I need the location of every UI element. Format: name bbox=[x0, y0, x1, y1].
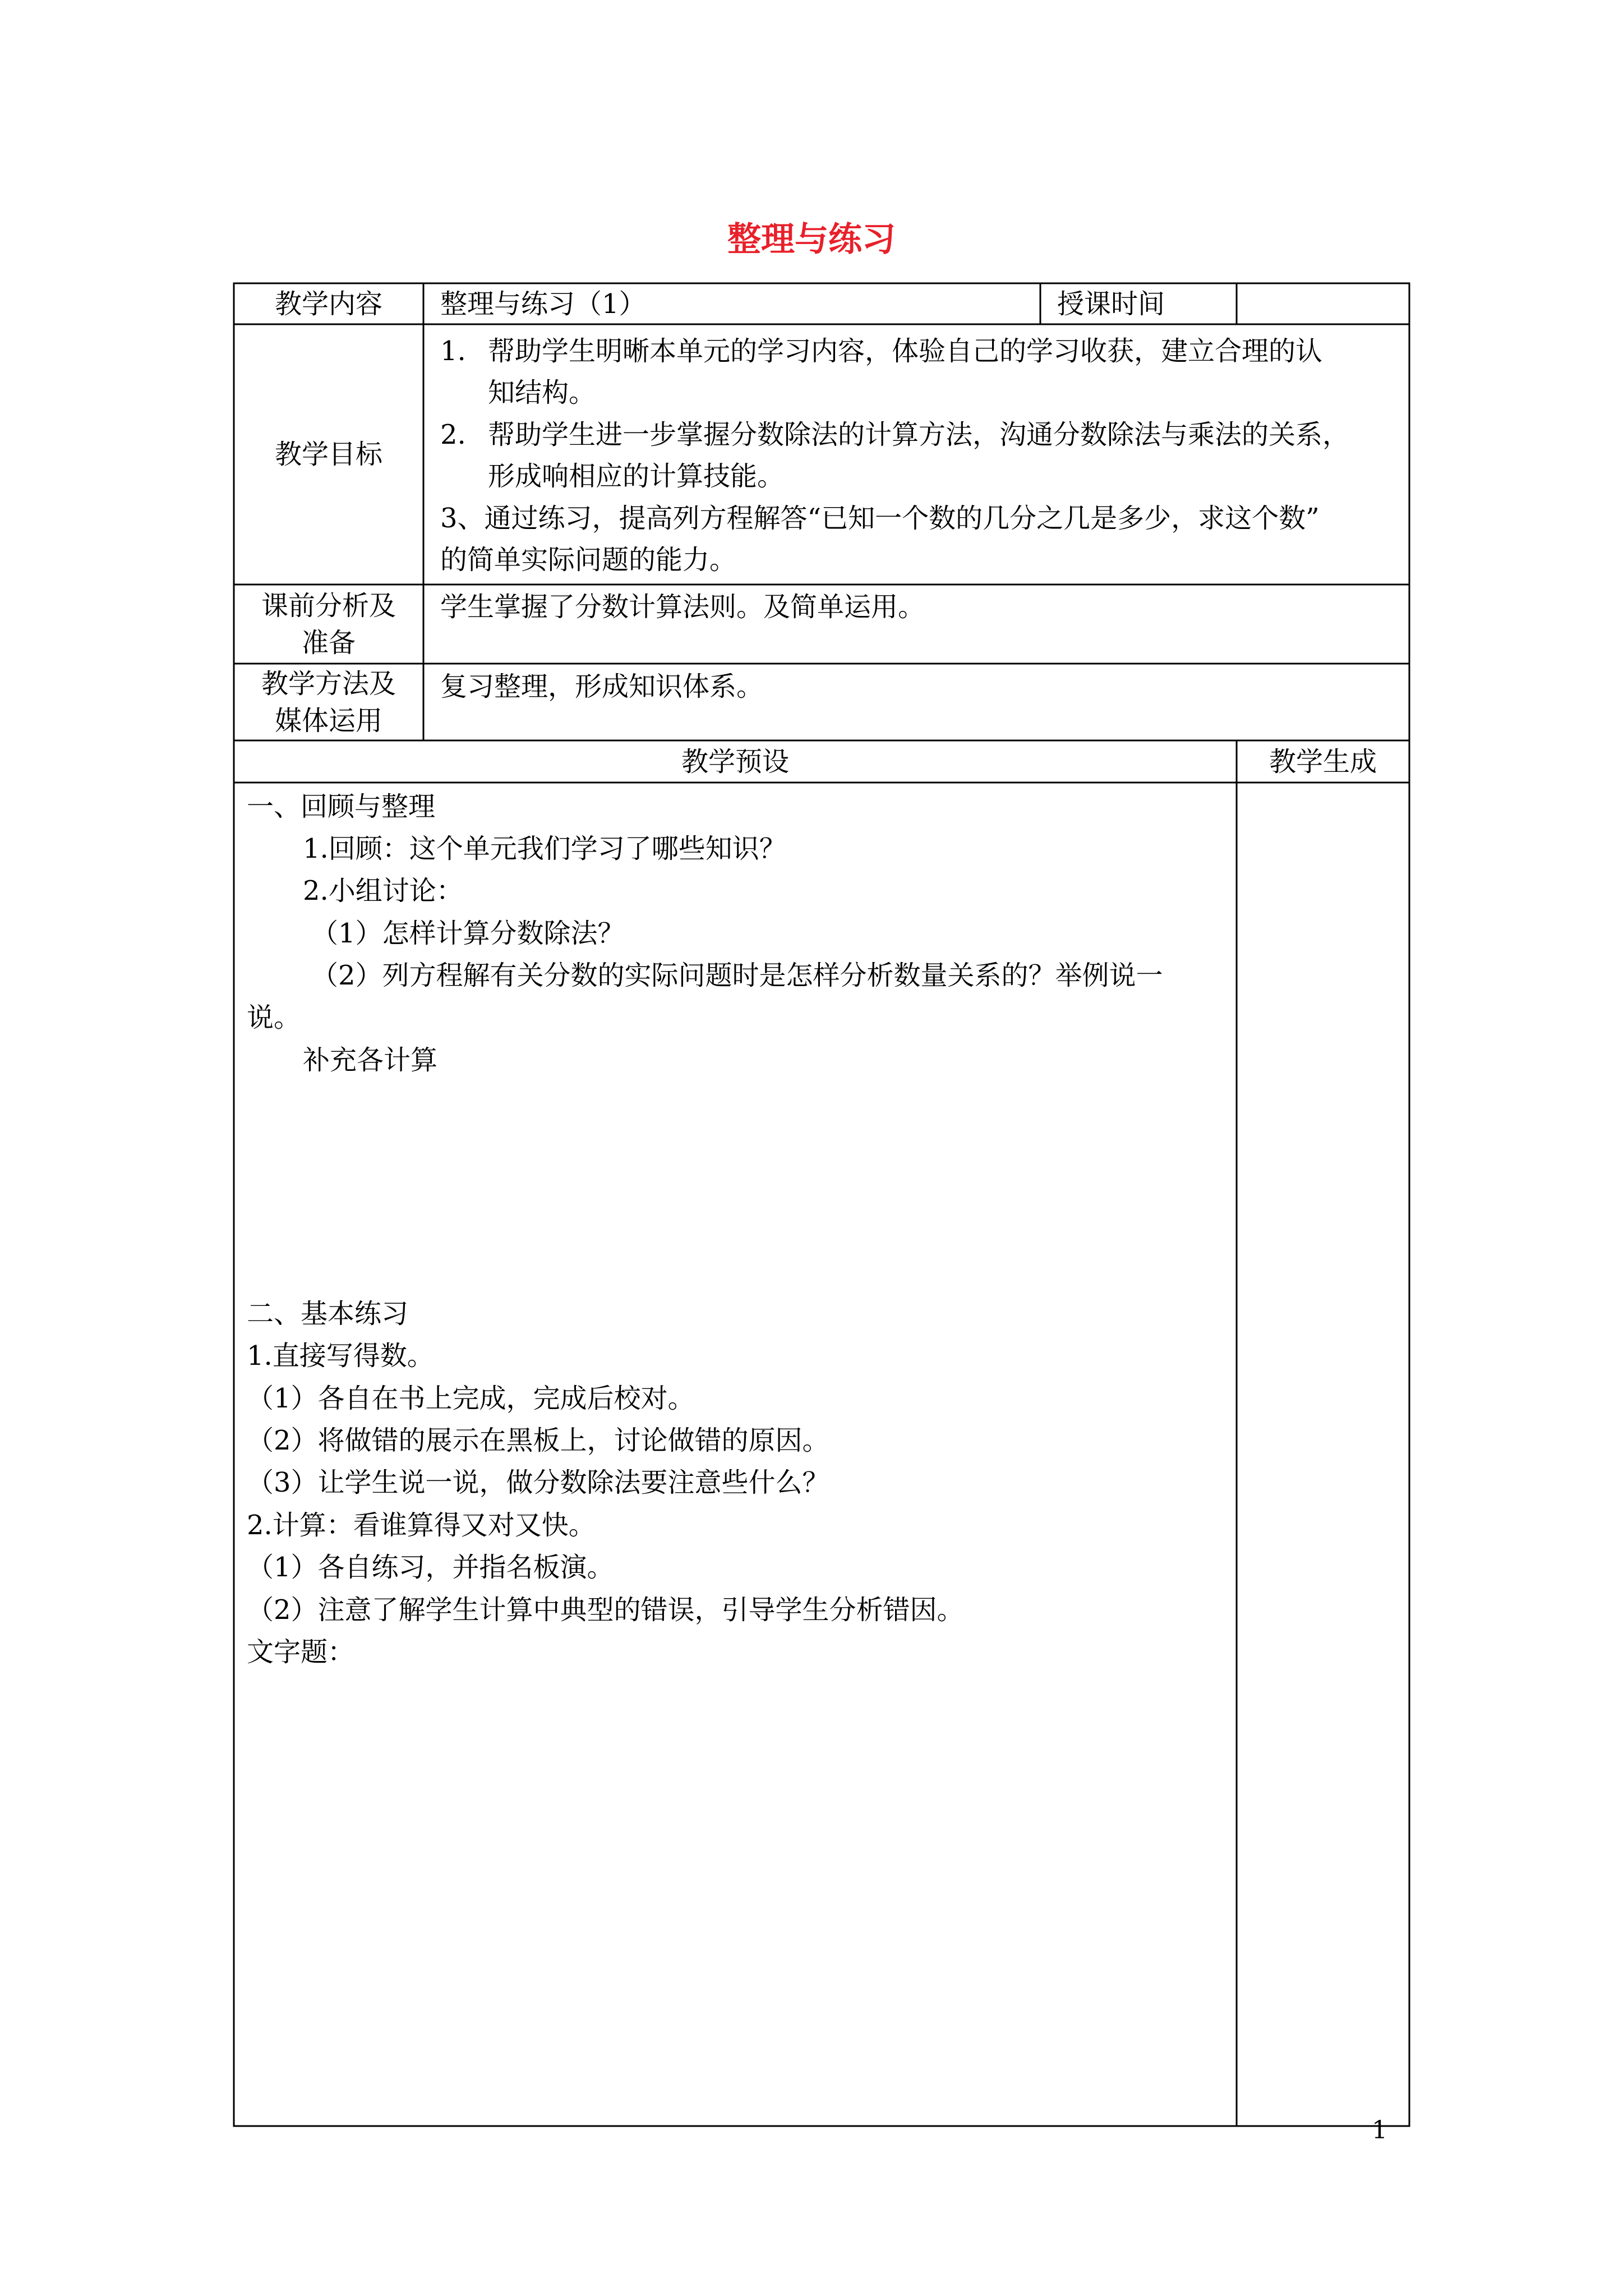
goals-label: 教学目标 bbox=[274, 439, 382, 470]
goal-2-number: 2. bbox=[440, 419, 466, 450]
goal-3-line-2: 的简单实际问题的能力。 bbox=[440, 544, 737, 576]
word-problems-label: 文字题： bbox=[247, 1636, 355, 1668]
review-item-2: 2.小组讨论： bbox=[303, 875, 463, 907]
practice-item-2: 2.计算：看谁算得又对又快。 bbox=[247, 1510, 596, 1541]
section-practice-heading: 二、基本练习 bbox=[247, 1298, 409, 1329]
section-review-heading: 一、回顾与整理 bbox=[247, 791, 436, 822]
practice-step-4: （1）各自练习，并指名板演。 bbox=[247, 1552, 614, 1583]
goal-3-line-1: 3、通过练习，提高列方程解答“已知一个数的几分之几是多少，求这个数” bbox=[440, 503, 1320, 534]
practice-step-3: （3）让学生说一说，做分数除法要注意些什么？ bbox=[247, 1467, 829, 1498]
practice-item-1: 1.直接写得数。 bbox=[247, 1340, 434, 1372]
goal-2-line-2: 形成响相应的计算技能。 bbox=[488, 461, 785, 492]
methods-label: 教学方法及 媒体运用 bbox=[261, 668, 396, 737]
discussion-item-1: （1）怎样计算分数除法？ bbox=[311, 918, 625, 949]
discussion-item-2-cont: 说。 bbox=[247, 1002, 301, 1033]
page-number: 1 bbox=[1372, 2116, 1387, 2145]
content-value: 整理与练习（1） bbox=[440, 288, 646, 320]
content-label: 教学内容 bbox=[274, 288, 382, 320]
goal-1-line-2: 知结构。 bbox=[488, 377, 596, 408]
practice-step-2: （2）将做错的展示在黑板上，讨论做错的原因。 bbox=[247, 1425, 829, 1456]
review-item-1: 1.回顾：这个单元我们学习了哪些知识？ bbox=[303, 833, 786, 864]
preparation-value: 学生掌握了分数计算法则。及简单运用。 bbox=[440, 591, 925, 623]
goal-1-number: 1. bbox=[440, 335, 466, 367]
methods-value: 复习整理，形成知识体系。 bbox=[440, 671, 764, 702]
plan-header-generated: 教学生成 bbox=[1269, 746, 1377, 777]
preparation-label: 课前分析及 准备 bbox=[261, 590, 396, 659]
supplement-note: 补充各计算 bbox=[303, 1045, 438, 1076]
goal-2-line-1: 帮助学生进一步掌握分数除法的计算方法，沟通分数除法与乘法的关系， bbox=[488, 419, 1350, 450]
time-label: 授课时间 bbox=[1057, 288, 1165, 320]
page-title: 整理与练习 bbox=[727, 220, 896, 259]
practice-step-5: （2）注意了解学生计算中典型的错误，引导学生分析错因。 bbox=[247, 1594, 964, 1626]
discussion-item-2: （2）列方程解有关分数的实际问题时是怎样分析数量关系的？举例说一 bbox=[311, 960, 1163, 991]
plan-header-preset: 教学预设 bbox=[681, 746, 789, 777]
practice-step-1: （1）各自在书上完成，完成后校对。 bbox=[247, 1383, 695, 1414]
time-value bbox=[1237, 283, 1409, 324]
goal-1-line-1: 帮助学生明晰本单元的学习内容，体验自己的学习收获，建立合理的认 bbox=[488, 335, 1323, 367]
